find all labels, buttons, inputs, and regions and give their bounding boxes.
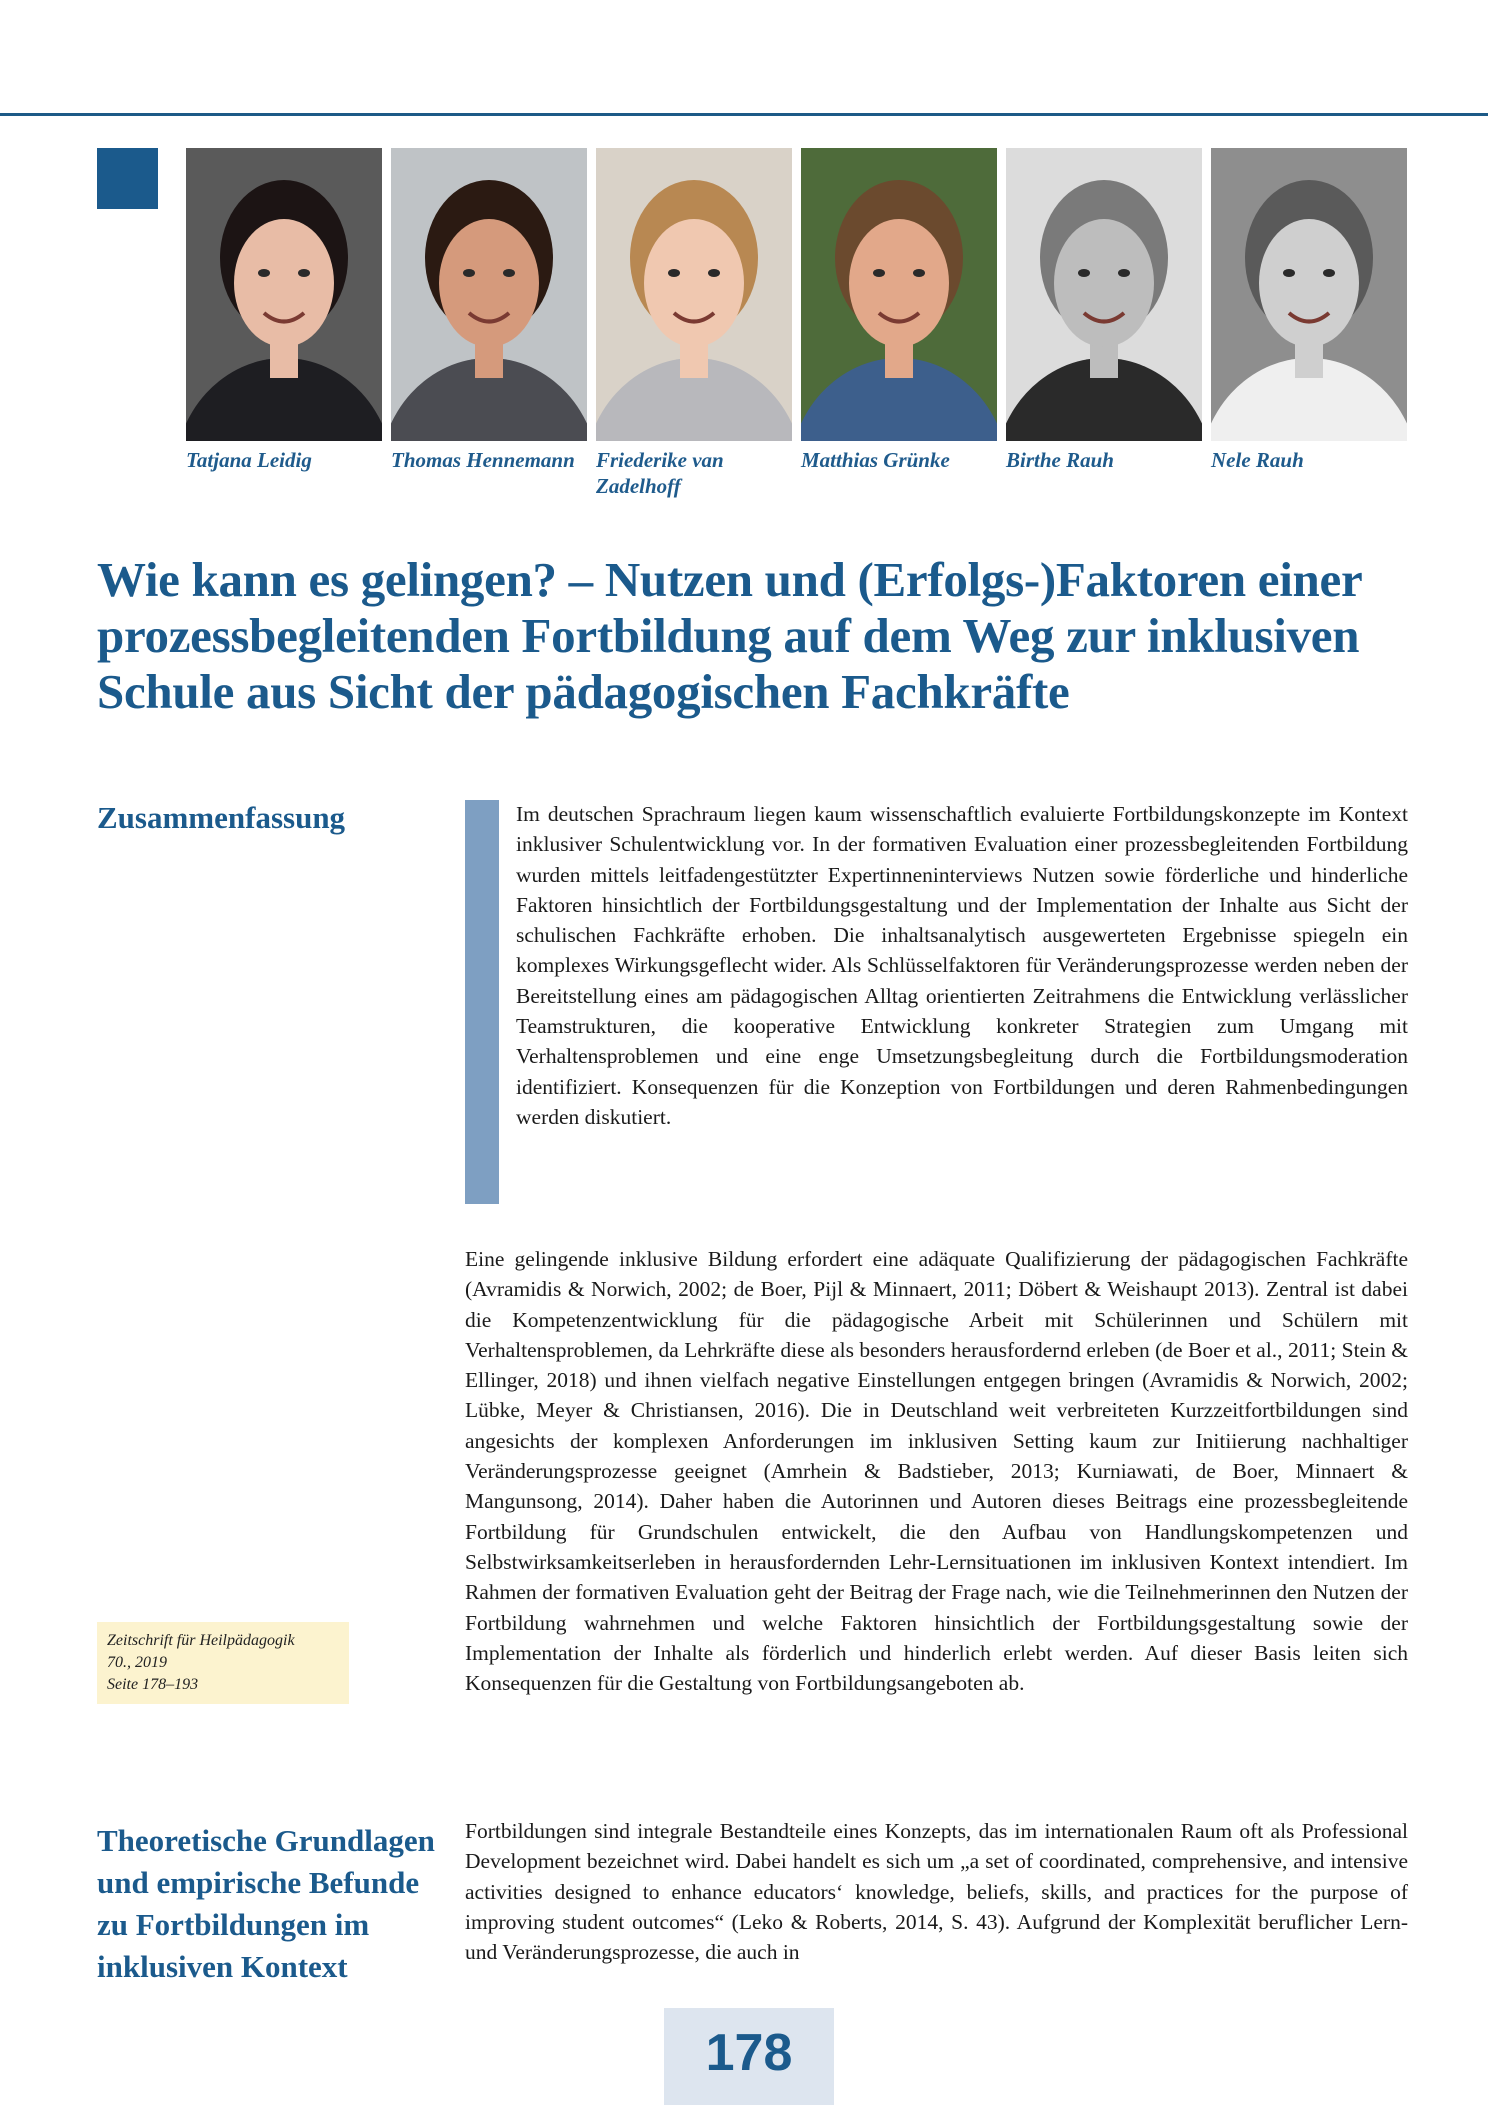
section-heading: Theoretische Grundlagen und empirische Befunde zu Fortbildungen im inklusiven Kontext <box>97 1823 435 1984</box>
author-name: Matthias Grünke <box>801 448 950 472</box>
author-photo <box>801 148 997 441</box>
page-number: 178 <box>664 2008 834 2105</box>
author-photo <box>596 148 792 441</box>
body-paragraph-1: Eine gelingende inklusive Bildung erfordert eine adäquate Qualifizierung der pädagogischen Fachkräfte (Avramidis & Norwich, 2002; de Boer, Pijl & Minnaert, 2011; Döbert & Weishaupt 2013). Zentral ist dabei die Kompetenzentwicklung für die pädagogische Arbeit mit Schülerinnen und Schülern mit Verhaltensproblemen, da Lehrkräfte diese als besonders herausfordernd erleben (de Boer et al., 2011; Stein & Ellinger, 2018) und ihnen vielfach negative Einstellungen entgegen bringen (Avramidis & Norwich, 2002; Lübke, Meyer & Christiansen, 2016). Die in Deutschland weit verbreiteten Kurzzeitfortbildungen sind angesichts der komplexen Anforderungen im inklusiven Setting kaum zur Initiierung nachhaltiger Veränderungsprozesse geeignet (Amrhein & Badstieber, 2013; Kurniawati, de Boer, Minnaert & Mangunsong, 2014). Daher haben die Autorinnen und Autoren dieses Beitrags eine prozessbegleitende Fortbildung für Grundschulen entwickelt, die den Aufbau von Handlungskompetenzen und Selbstwirksamkeitserleben in herausfordernden Lehr-Lernsituationen im inklusiven Kontext intendiert. Im Rahmen der formativen Evaluation geht der Beitrag der Frage nach, wie die Teilnehmerinnen den Nutzen der Fortbildung wahrnehmen und welche Faktoren hinsichtlich der Fortbildungsgestaltung sowie der Implementation der Inhalte als förderlich und hinderlich erlebt werden. Auf dieser Basis leiten sich Konsequenzen für die Gestaltung von Fortbildungsangeboten ab. <box>465 1247 1408 1696</box>
journal-info <box>97 1622 349 1704</box>
accent-square <box>97 148 158 209</box>
author-name: Tatjana Leidig <box>186 448 312 472</box>
abstract-heading: Zusammenfassung <box>97 800 346 835</box>
author-2 <box>596 148 792 499</box>
body-paragraph-2: Fortbildungen sind integrale Bestandteile eines Konzepts, das im internationalen Raum oft als Professional Development bezeichnet wird. Dabei handelt es sich um „a set of coordinated, comprehensive, and intensive activities designed to enhance educators‘ knowledge, beliefs, skills, and practices for the purpose of improving student outcomes“ (Leko & Roberts, 2014, S. 43). Aufgrund der Komplexität beruflicher Lern- und Veränderungsprozesse, die auch in <box>465 1819 1408 1965</box>
author-name: Nele Rauh <box>1211 448 1304 472</box>
author-name: Thomas Hennemann <box>391 448 575 472</box>
author-1 <box>391 148 587 473</box>
author-name: Friederike van Zadelhoff <box>596 448 724 498</box>
journal-name: Zeitschrift für Heilpädagogik <box>107 1632 295 1649</box>
article-title: Wie kann es gelingen? – Nutzen und (Erfolgs-)Faktoren einer prozessbegleitenden Fortbildung auf dem Weg zur inklusiven Schule aus Sicht der pädagogischen Fachkräfte <box>97 552 1362 719</box>
author-photo <box>1211 148 1407 441</box>
journal-pages: Seite 178–193 <box>107 1676 199 1693</box>
author-0 <box>186 148 382 473</box>
author-photo <box>391 148 587 441</box>
author-4 <box>1006 148 1202 473</box>
author-photo <box>1006 148 1202 441</box>
author-photo <box>186 148 382 441</box>
author-5 <box>1211 148 1407 473</box>
author-3 <box>801 148 997 473</box>
author-name: Birthe Rauh <box>1006 448 1114 472</box>
top-rule <box>0 113 1488 116</box>
abstract-bar <box>465 800 499 1204</box>
abstract-text: Im deutschen Sprachraum liegen kaum wissenschaftlich evaluierte Fortbildungskonzepte im Kontext inklusiver Schulentwicklung vor. In der formativen Evaluation einer prozessbegleitenden Fortbildung wurden mittels leitfadengestützter Expertinneninterviews Nutzen sowie förderliche und hinderliche Faktoren hinsichtlich der Fortbildungsgestaltung und der Implementation der Inhalte aus Sicht der schulischen Fachkräfte erhoben. Die inhaltsanalytisch ausgewerteten Ergebnisse spiegeln ein komplexes Wirkungsgeflecht wider. Als Schlüsselfaktoren für Veränderungsprozesse werden neben der Bereitstellung eines am pädagogischen Alltag orientierten Zeitrahmens die Entwicklung verlässlicher Teamstrukturen, die kooperative Entwicklung konkreter Strategien zum Umgang mit Verhaltensproblemen und eine enge Umsetzungsbegleitung durch die Fortbildungsmoderation identifiziert. Konsequenzen für die Konzeption von Fortbildungen und deren Rahmenbedingungen werden diskutiert. <box>516 802 1408 1129</box>
journal-volume: 70., 2019 <box>107 1654 167 1671</box>
